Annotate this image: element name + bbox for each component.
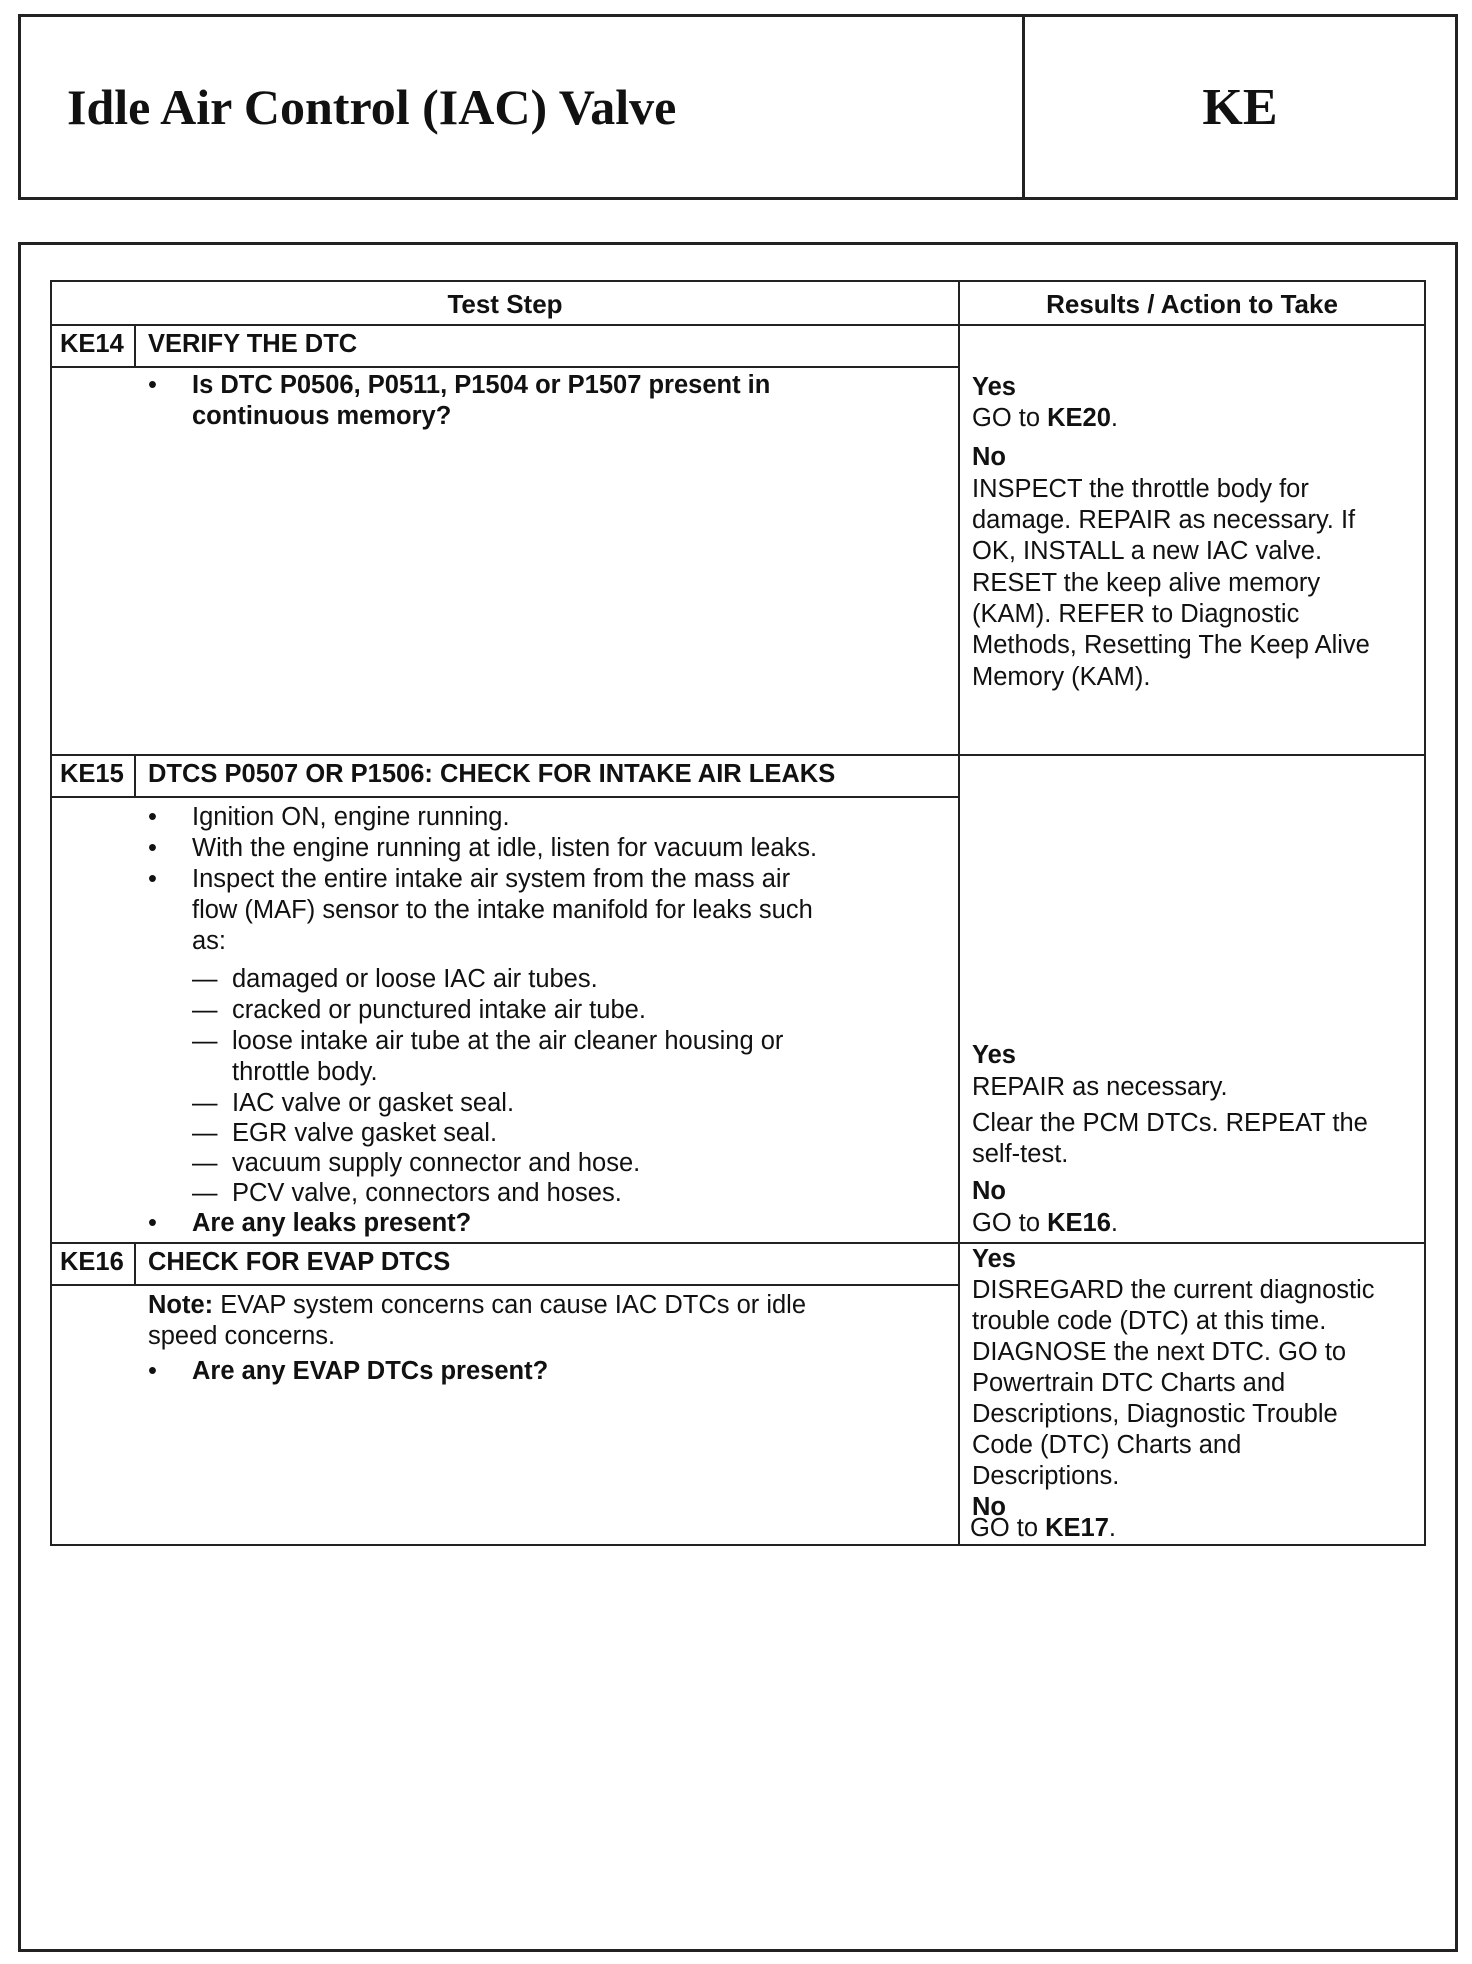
ke15-no-label: No xyxy=(972,1177,1006,1205)
ke16-yes-label: Yes xyxy=(972,1245,1016,1273)
diagnostic-table xyxy=(50,280,1426,1546)
ke15-dash-item: cracked or punctured intake air tube. xyxy=(232,996,646,1024)
ke15-bullet-cont: as: xyxy=(192,927,227,955)
ke15-dash-item: damaged or loose IAC air tubes. xyxy=(232,965,598,993)
ke14-yes-action: GO to KE20. xyxy=(972,404,1118,432)
dash: — xyxy=(192,1179,218,1207)
ke16-no-label: No xyxy=(972,1493,1006,1521)
bullet: • xyxy=(148,371,157,399)
ke14-question: Is DTC P0506, P0511, P1504 or P1507 present in xyxy=(192,371,771,399)
ke16-yes-line: Code (DTC) Charts and xyxy=(972,1431,1242,1459)
bullet: • xyxy=(148,803,157,831)
ke15-bullet: Ignition ON, engine running. xyxy=(192,803,510,831)
bullet: • xyxy=(148,834,157,862)
step-title-divider xyxy=(52,796,958,798)
ke14-no-line: damage. REPAIR as necessary. If xyxy=(972,506,1356,534)
ke15-yes-line: Clear the PCM DTCs. REPEAT the xyxy=(972,1109,1368,1137)
ke15-yes-line: self-test. xyxy=(972,1140,1069,1168)
step-id-divider xyxy=(134,1242,136,1284)
ke14-no-line: OK, INSTALL a new IAC valve. xyxy=(972,537,1323,565)
ke15-question: Are any leaks present? xyxy=(192,1209,472,1237)
step-title-divider xyxy=(52,1284,958,1286)
step-id-divider xyxy=(134,754,136,796)
ke15-bullet: With the engine running at idle, listen for vacuum leaks. xyxy=(192,834,818,862)
ke16-yes-line: DIAGNOSE the next DTC. GO to xyxy=(972,1338,1347,1366)
ke14-no-line: (KAM). REFER to Diagnostic xyxy=(972,600,1300,628)
ke14-no-line: Methods, Resetting The Keep Alive xyxy=(972,631,1370,659)
bullet: • xyxy=(148,865,157,893)
ke16-no-action: GO to KE17. xyxy=(970,1514,1116,1542)
ke15-dash-item: IAC valve or gasket seal. xyxy=(232,1089,515,1117)
ke15-dash-item: EGR valve gasket seal. xyxy=(232,1119,498,1147)
ke14-no-label: No xyxy=(972,443,1006,471)
ke16-note: Note: EVAP system concerns can cause IAC DTCs or idle xyxy=(148,1291,807,1319)
dash: — xyxy=(192,1089,218,1117)
ke14-no-line: INSPECT the throttle body for xyxy=(972,475,1309,503)
ke15-dash-item: PCV valve, connectors and hoses. xyxy=(232,1179,622,1207)
ke14-question-cont: continuous memory? xyxy=(192,402,452,430)
ke16-yes-line: DISREGARD the current diagnostic xyxy=(972,1276,1375,1304)
step-id-divider xyxy=(134,324,136,366)
ke15-dash-item: loose intake air tube at the air cleaner housing or xyxy=(232,1027,784,1055)
ke15-no-action: GO to KE16. xyxy=(972,1209,1118,1237)
ke15-dash-item-cont: throttle body. xyxy=(232,1058,378,1086)
ke16-note-cont: speed concerns. xyxy=(148,1322,336,1350)
dash: — xyxy=(192,1119,218,1147)
page-header xyxy=(18,14,1458,200)
ke16-question: Are any EVAP DTCs present? xyxy=(192,1357,549,1385)
ke14-no-line: Memory (KAM). xyxy=(972,663,1151,691)
step-id-ke15: KE15 xyxy=(60,760,124,788)
dash: — xyxy=(192,996,218,1024)
ke14-yes-label: Yes xyxy=(972,373,1016,401)
column-divider xyxy=(958,282,960,1544)
ke15-bullet: Inspect the entire intake air system from the mass air xyxy=(192,865,791,893)
dash: — xyxy=(192,965,218,993)
ke15-yes-line: REPAIR as necessary. xyxy=(972,1073,1228,1101)
dash: — xyxy=(192,1149,218,1177)
dash: — xyxy=(192,1027,218,1055)
step-title-ke16: CHECK FOR EVAP DTCS xyxy=(148,1248,451,1276)
ke14-no-line: RESET the keep alive memory xyxy=(972,569,1321,597)
section-code: KE xyxy=(1202,78,1278,136)
step-id-ke14: KE14 xyxy=(60,330,124,358)
step-title-ke15: DTCS P0507 OR P1506: CHECK FOR INTAKE AIR LEAKS xyxy=(148,760,836,788)
page-title: Idle Air Control (IAC) Valve xyxy=(21,17,1025,197)
header-divider xyxy=(52,324,1424,326)
step-title-ke14: VERIFY THE DTC xyxy=(148,330,358,358)
col-header-test-step: Test Step xyxy=(447,289,563,319)
ke16-yes-line: Descriptions. xyxy=(972,1462,1120,1490)
step-title-divider xyxy=(52,366,958,368)
ke15-bullet-cont: flow (MAF) sensor to the intake manifold for leaks such xyxy=(192,896,813,924)
row-divider xyxy=(52,1242,1424,1244)
step-id-ke16: KE16 xyxy=(60,1248,124,1276)
ke15-yes-label: Yes xyxy=(972,1041,1016,1069)
ke16-yes-line: trouble code (DTC) at this time. xyxy=(972,1307,1327,1335)
bullet: • xyxy=(148,1357,157,1385)
ke15-dash-item: vacuum supply connector and hose. xyxy=(232,1149,641,1177)
row-divider xyxy=(52,754,1424,756)
ke16-yes-line: Powertrain DTC Charts and xyxy=(972,1369,1286,1397)
ke16-yes-line: Descriptions, Diagnostic Trouble xyxy=(972,1400,1338,1428)
col-header-results: Results / Action to Take xyxy=(1046,289,1338,319)
bullet: • xyxy=(148,1209,157,1237)
